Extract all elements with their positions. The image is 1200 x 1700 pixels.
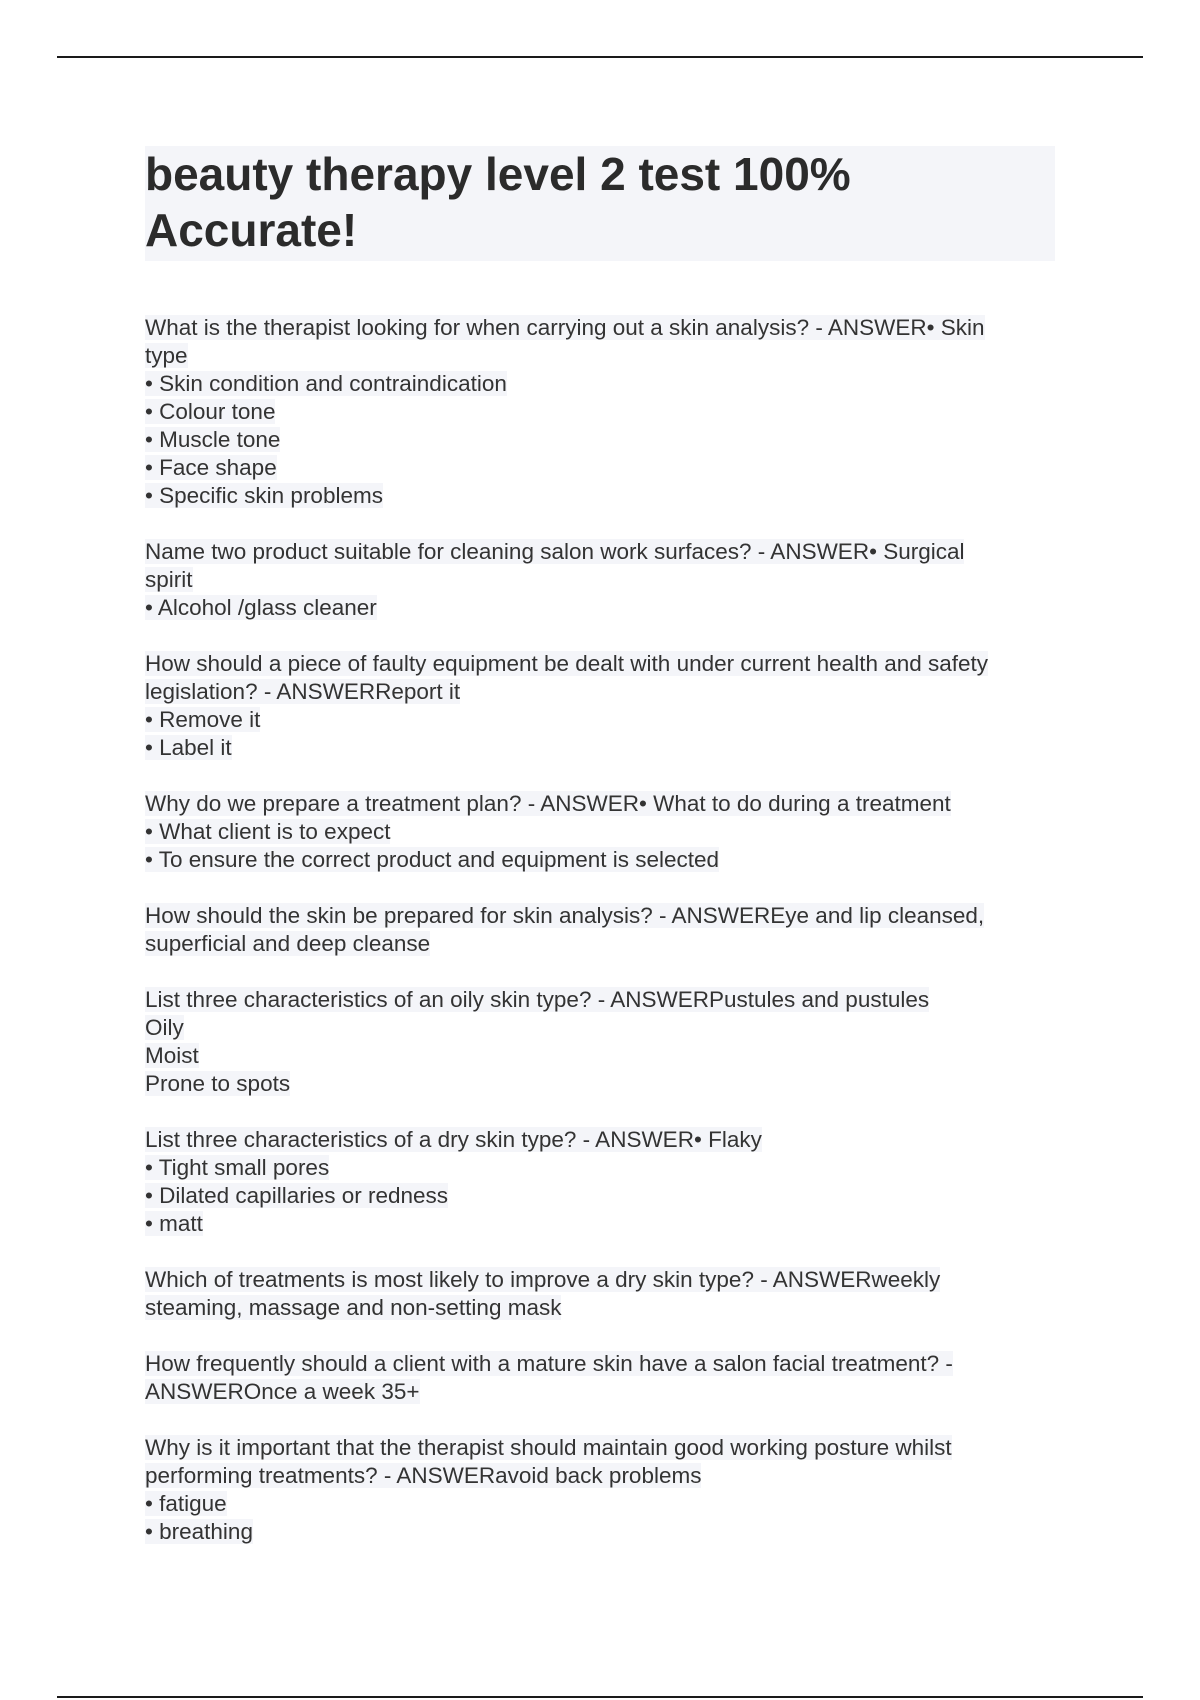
qa-item <box>145 1266 1055 1322</box>
qa-item <box>145 650 1055 762</box>
document-title <box>145 146 1055 261</box>
qa-text: • Alcohol /glass cleaner <box>145 595 377 620</box>
qa-line <box>145 1042 1055 1070</box>
qa-text: How should the skin be prepared for skin analysis? - ANSWEREye and lip cleansed, <box>145 903 985 928</box>
qa-text: • Tight small pores <box>145 1155 330 1180</box>
qa-line <box>145 566 1055 594</box>
qa-text: superficial and deep cleanse <box>145 931 431 956</box>
qa-line <box>145 1462 1055 1490</box>
qa-text: type <box>145 343 188 368</box>
qa-line <box>145 846 1055 874</box>
qa-text: • Muscle tone <box>145 427 281 452</box>
qa-text: • Face shape <box>145 455 277 480</box>
qa-line <box>145 1434 1055 1462</box>
qa-line <box>145 1266 1055 1294</box>
qa-text: What is the therapist looking for when carrying out a skin analysis? - ANSWER• Skin <box>145 315 985 340</box>
qa-line <box>145 1182 1055 1210</box>
qa-text: • Dilated capillaries or redness <box>145 1183 449 1208</box>
qa-list <box>145 314 1055 1546</box>
qa-text: How frequently should a client with a mature skin have a salon facial treatment? - <box>145 1351 953 1376</box>
qa-text: performing treatments? - ANSWERavoid back problems <box>145 1463 702 1488</box>
qa-line <box>145 706 1055 734</box>
qa-text: How should a piece of faulty equipment be dealt with under current health and safety <box>145 651 989 676</box>
top-rule <box>57 56 1143 58</box>
qa-line <box>145 790 1055 818</box>
qa-text: List three characteristics of an oily skin type? - ANSWERPustules and pustules <box>145 987 930 1012</box>
qa-line <box>145 1154 1055 1182</box>
qa-line <box>145 1014 1055 1042</box>
qa-text: • Label it <box>145 735 232 760</box>
qa-item <box>145 538 1055 622</box>
qa-text: Which of treatments is most likely to improve a dry skin type? - ANSWERweekly <box>145 1267 941 1292</box>
qa-item <box>145 1350 1055 1406</box>
qa-item <box>145 986 1055 1098</box>
qa-line <box>145 1126 1055 1154</box>
qa-text: • breathing <box>145 1519 253 1544</box>
qa-text: Oily <box>145 1015 184 1040</box>
title-line: Accurate! <box>145 204 358 256</box>
qa-text: Prone to spots <box>145 1071 291 1096</box>
qa-text: Name two product suitable for cleaning salon work surfaces? - ANSWER• Surgical <box>145 539 965 564</box>
qa-line <box>145 594 1055 622</box>
qa-line <box>145 426 1055 454</box>
qa-text: • fatigue <box>145 1491 227 1516</box>
qa-line <box>145 902 1055 930</box>
qa-text: • Specific skin problems <box>145 483 383 508</box>
qa-line <box>145 818 1055 846</box>
qa-line <box>145 314 1055 342</box>
qa-line <box>145 930 1055 958</box>
qa-line <box>145 342 1055 370</box>
qa-item <box>145 314 1055 510</box>
qa-line <box>145 398 1055 426</box>
qa-line <box>145 538 1055 566</box>
bottom-rule <box>57 1696 1143 1698</box>
qa-item <box>145 790 1055 874</box>
qa-text: • Colour tone <box>145 399 276 424</box>
qa-text: legislation? - ANSWERReport it <box>145 679 461 704</box>
qa-line <box>145 650 1055 678</box>
qa-text: • matt <box>145 1211 203 1236</box>
qa-line <box>145 454 1055 482</box>
qa-line <box>145 678 1055 706</box>
qa-text: ANSWEROnce a week 35+ <box>145 1379 420 1404</box>
qa-line <box>145 1378 1055 1406</box>
document-body <box>145 146 1055 1574</box>
qa-text: steaming, massage and non-setting mask <box>145 1295 562 1320</box>
qa-item <box>145 1126 1055 1238</box>
qa-line <box>145 1210 1055 1238</box>
qa-text: Why is it important that the therapist should maintain good working posture whilst <box>145 1435 952 1460</box>
qa-line <box>145 1294 1055 1322</box>
qa-text: • What client is to expect <box>145 819 391 844</box>
title-line: beauty therapy level 2 test 100% <box>145 148 851 200</box>
qa-line <box>145 1070 1055 1098</box>
qa-line <box>145 1518 1055 1546</box>
qa-item <box>145 1434 1055 1546</box>
qa-text: • Skin condition and contraindication <box>145 371 507 396</box>
qa-line <box>145 1490 1055 1518</box>
qa-item <box>145 902 1055 958</box>
qa-text: Why do we prepare a treatment plan? - ANSWER• What to do during a treatment <box>145 791 951 816</box>
qa-text: spirit <box>145 567 193 592</box>
qa-line <box>145 986 1055 1014</box>
qa-text: • Remove it <box>145 707 261 732</box>
qa-text: • To ensure the correct product and equipment is selected <box>145 847 720 872</box>
qa-text: Moist <box>145 1043 199 1068</box>
qa-line <box>145 734 1055 762</box>
qa-text: List three characteristics of a dry skin type? - ANSWER• Flaky <box>145 1127 762 1152</box>
qa-line <box>145 370 1055 398</box>
qa-line <box>145 482 1055 510</box>
qa-line <box>145 1350 1055 1378</box>
